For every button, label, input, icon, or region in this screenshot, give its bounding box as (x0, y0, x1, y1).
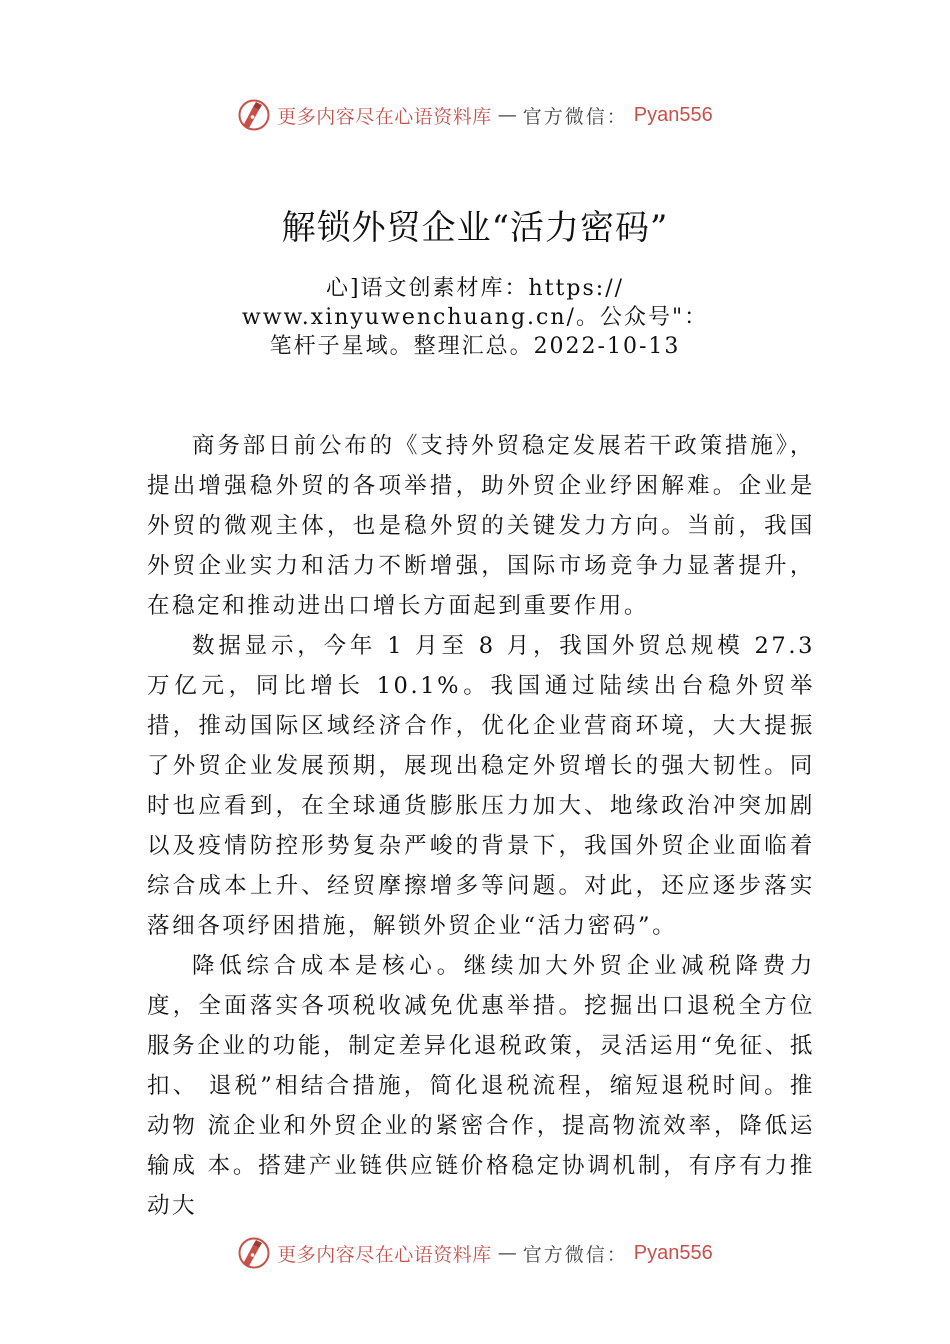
banner-promo-text: 更多内容尽在心语资料库 (277, 105, 492, 128)
banner-wechat-label: 官方微信： (522, 105, 628, 128)
pen-nib-logo-icon (237, 98, 271, 132)
article-title: 解锁外贸企业“活力密码” (281, 208, 669, 248)
body-paragraph: 商务部日前公布的《支持外贸稳定发展若干政策措施》，提出增强稳外贸的各项举措，助外贸企业纾困解难。企业是外贸的微观主体，也是稳外贸的关键发力方向。当前，我国外贸企业实力和活力不断增强，国际市场竞争力显著提升， 在稳定和推动进出口增长方面起到重要作用。 (147, 433, 815, 619)
body-paragraph: 降低综合成本是核心。继续加大外贸企业减税降费力度，全面落实各项税收减免优惠举措。挖掘出口退税全方位服务企业的功能，制定差异化退税政策，灵活运用“免征、抵扣、 退税”相结合措施，简化退税流程，缩短退税时间。推动物 流企业和外贸企业的紧密合作，提高物流效率，降低运输成 本。搭建产业链供应链价格稳定协调机制，有序有力推动大 (147, 953, 815, 1219)
banner-wechat-id: Pyan556 (633, 103, 713, 126)
body-paragraph: 数据显示，今年 1 月至 8 月，我国外贸总规模 27.3 万亿元，同比增长 10.1%。我国通过陆续出台稳外贸举措，推动国际区域经济合作，优化企业营商环境，大大提振了外贸企业发展预期，展现出稳定外贸增长的强大韧性。同时也应看到，在全球通货膨胀压力加大、地缘政治冲突加剧以及疫情防控形势复杂严峻的背景下，我国外贸企业面临着综合成本上升、经贸摩擦增多等问题。对此，还应逐步落实落细各项纾困措施，解锁外贸企业“活力密码”。 (147, 633, 815, 939)
banner-dash: — (497, 1242, 517, 1264)
footer-banner (0, 1233, 950, 1273)
banner-promo-text: 更多内容尽在心语资料库 (277, 1243, 492, 1266)
header-banner (0, 95, 950, 135)
banner-wechat-label: 官方微信： (522, 1243, 628, 1266)
pen-nib-logo-icon (237, 1236, 271, 1270)
article-body (147, 426, 815, 1226)
source-line: 心]语文创素材库：https:// (325, 276, 625, 301)
banner-dash: — (497, 104, 517, 126)
article-source (0, 274, 950, 361)
source-line: 笔杆子星域。整理汇总。2022-10-13 (269, 334, 681, 359)
banner-wechat-id: Pyan556 (633, 1241, 713, 1264)
source-line: www.xinyuwenchuang.cn/。公众号"： (241, 305, 709, 330)
